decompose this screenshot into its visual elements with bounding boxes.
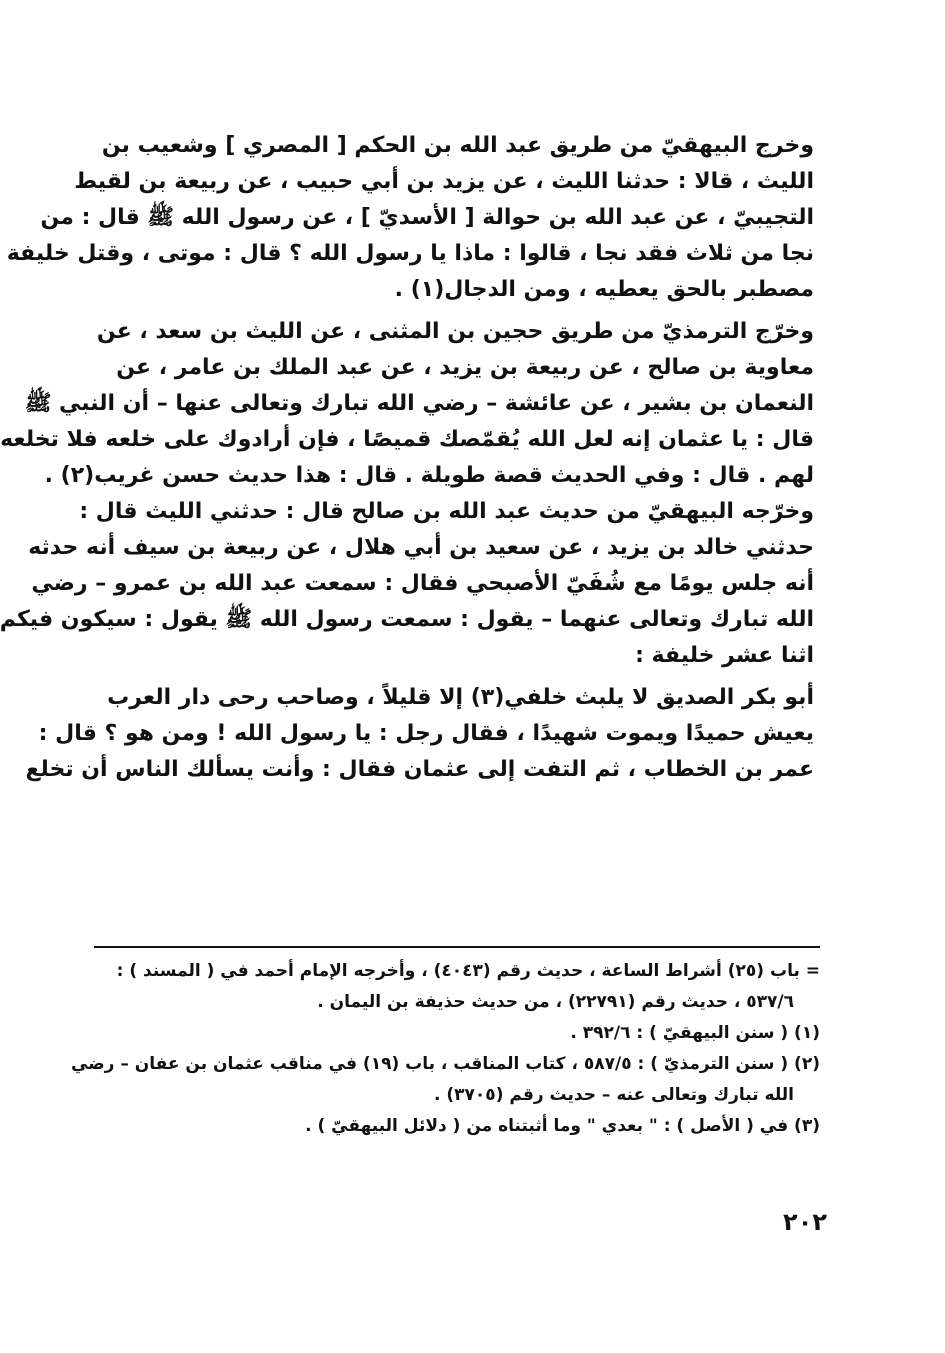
footnote-continuation-line: ٥٣٧/٦ ، حديث رقم (٢٢٧٩١) ، من حديث حذيفة بن اليمان . xyxy=(317,992,794,1012)
text-line: وخرّج الترمذيّ من طريق حجين بن المثنى ، عن الليث بن سعد ، عن xyxy=(96,319,814,344)
text-line: عمر بن الخطاب ، ثم التفت إلى عثمان فقال : وأنت يسألك الناس أن تخلع xyxy=(25,757,814,782)
page-number: ٢٠٢ xyxy=(783,1208,827,1236)
footnote-1: (١) ( سنن البيهقيّ ) : ٣٩٢/٦ . xyxy=(570,1023,820,1043)
text-line: حدثني خالد بن يزيد ، عن سعيد بن أبي هلال ، عن ربيعة بن سيف أنه حدثه xyxy=(28,535,814,560)
text-line: نجا من ثلاث فقد نجا ، قالوا : ماذا يا رسول الله ؟ قال : موتى ، وقتل خليفة xyxy=(6,241,814,266)
text-line: الله تبارك وتعالى عنهما – يقول : سمعت رسول الله ﷺ يقول : سيكون فيكم xyxy=(0,607,814,632)
paragraph xyxy=(6,128,814,308)
text-line: وخرّجه البيهقيّ من حديث عبد الله بن صالح قال : حدثني الليث قال : xyxy=(79,499,814,524)
text-line: أبو بكر الصديق لا يلبث خلفي(٣) إلا قليلاً ، وصاحب رحى دار العرب xyxy=(107,685,814,710)
text-line: يعيش حميدًا ويموت شهيدًا ، فقال رجل : يا رسول الله ! ومن هو ؟ قال : xyxy=(38,721,814,746)
paragraph xyxy=(0,314,814,494)
text-line: النعمان بن بشير ، عن عائشة – رضي الله تبارك وتعالى عنها – أن النبي ﷺ xyxy=(24,391,814,416)
text-line: وخرج البيهقيّ من طريق عبد الله بن الحكم [ المصري ] وشعيب بن xyxy=(101,133,814,158)
footnote-continuation-line: = باب (٢٥) أشراط الساعة ، حديث رقم (٤٠٤٣) ، وأخرجه الإمام أحمد في ( المسند ) : xyxy=(116,961,820,981)
footnotes xyxy=(71,956,820,1142)
text-line: التجيبيّ ، عن عبد الله بن حوالة [ الأسديّ ] ، عن رسول الله ﷺ قال : من xyxy=(40,205,814,230)
footnote-separator xyxy=(94,946,820,948)
footnote-2: (٢) ( سنن الترمذيّ ) : ٥٨٧/٥ ، كتاب المناقب ، باب (١٩) في مناقب عثمان بن عفان – رضي xyxy=(71,1054,820,1074)
paragraph xyxy=(25,680,814,788)
text-line: أنه جلس يومًا مع شُفَيّ الأصبحي فقال : سمعت عبد الله بن عمرو – رضي xyxy=(31,571,814,596)
text-line: اثنا عشر خليفة : xyxy=(635,643,814,668)
footnote-3: (٣) في ( الأصل ) : " بعدي " وما أثبتناه من ( دلائل البيهقيّ ) . xyxy=(305,1116,820,1136)
text-line: قال : يا عثمان إنه لعل الله يُقمّصك قميصًا ، فإن أرادوك على خلعه فلا تخلعه xyxy=(0,427,814,452)
text-line: الليث ، قالا : حدثنا الليث ، عن يزيد بن أبي حبيب ، عن ربيعة بن لقيط xyxy=(74,169,814,194)
text-line: مصطبر بالحق يعطيه ، ومن الدجال(١) . xyxy=(394,277,814,302)
main-text xyxy=(0,128,814,788)
text-line: معاوية بن صالح ، عن ربيعة بن يزيد ، عن عبد الملك بن عامر ، عن xyxy=(116,355,814,380)
text-line: لهم . قال : وفي الحديث قصة طويلة . قال : هذا حديث حسن غريب(٢) . xyxy=(44,463,814,488)
paragraph xyxy=(0,494,814,674)
footnote-2-continuation: الله تبارك وتعالى عنه – حديث رقم (٣٧٠٥) . xyxy=(434,1085,794,1105)
